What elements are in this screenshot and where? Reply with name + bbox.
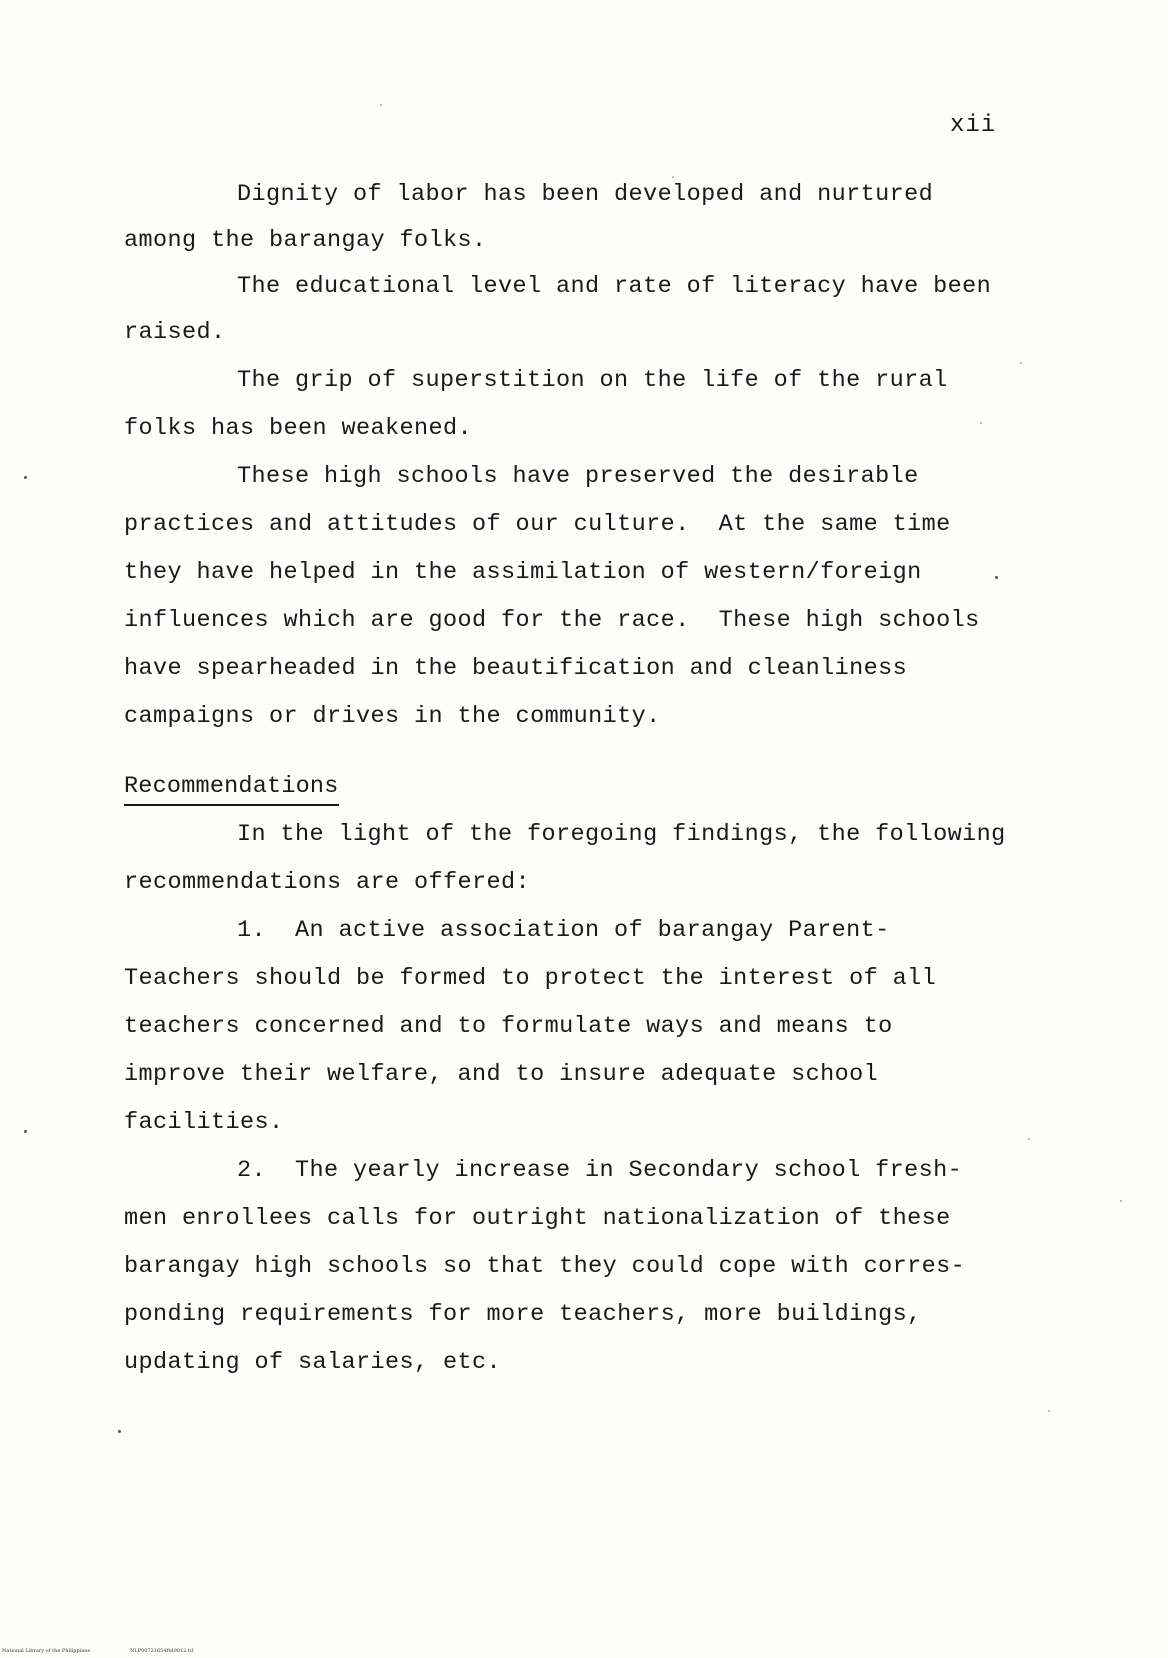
paragraph-line: The grip of superstition on the life of the rural [237,367,948,394]
scan-speck [380,104,382,106]
paragraph-line: Dignity of labor has been developed and nurtured [237,181,934,208]
recommendation-line: Teachers should be formed to protect the interest of all [124,965,937,992]
footer-file: NLP00721654ftd0012.tif [130,1648,194,1654]
paragraph-line: These high schools have preserved the desirable [237,463,919,490]
paragraph-line: folks has been weakened. [124,415,473,442]
recommendation-line: barangay high schools so that they could cope with corres- [124,1253,966,1280]
recommendation-line: improve their welfare, and to insure adequate school [124,1061,879,1088]
paragraph-line: recommendations are offered: [124,869,531,896]
paragraph-line: have spearheaded in the beautification and cleanliness [124,655,908,682]
scan-speck [1028,1138,1030,1140]
section-heading: Recommendations [124,772,339,806]
footer-library: National Library of the Philippines [2,1648,91,1654]
scan-speck [995,576,998,579]
recommendation-line: updating of salaries, etc. [124,1349,502,1376]
recommendation-line: ponding requirements for more teachers, more buildings, [124,1301,922,1328]
paragraph-line: influences which are good for the race. These high schools [124,607,980,634]
scan-speck [672,176,674,178]
scan-footer [2,1648,233,1654]
recommendation-line: teachers concerned and to formulate ways and means to [124,1013,893,1040]
recommendation-line: men enrollees calls for outright nationalization of these [124,1205,951,1232]
scan-speck [1048,1410,1050,1412]
paragraph-line: they have helped in the assimilation of western/foreign [124,559,922,586]
recommendation-line: facilities. [124,1109,284,1136]
scan-speck [1020,362,1022,364]
scan-speck [24,476,27,479]
paragraph-line: practices and attitudes of our culture. At the same time [124,511,951,538]
paragraph-line: raised. [124,319,226,346]
paragraph-line: campaigns or drives in the community. [124,703,661,730]
page-number: xii [950,112,997,139]
scan-speck [118,1430,121,1433]
paragraph-line: The educational level and rate of literacy have been [237,273,992,300]
scan-speck [1120,1200,1122,1202]
recommendation-line: 2. The yearly increase in Secondary school fresh- [237,1157,963,1184]
paragraph-line: In the light of the foregoing findings, the following [237,821,1006,848]
scan-speck [24,1130,27,1133]
scan-speck [980,422,982,424]
recommendation-line: 1. An active association of barangay Parent- [237,917,890,944]
paragraph-line: among the barangay folks. [124,227,487,254]
